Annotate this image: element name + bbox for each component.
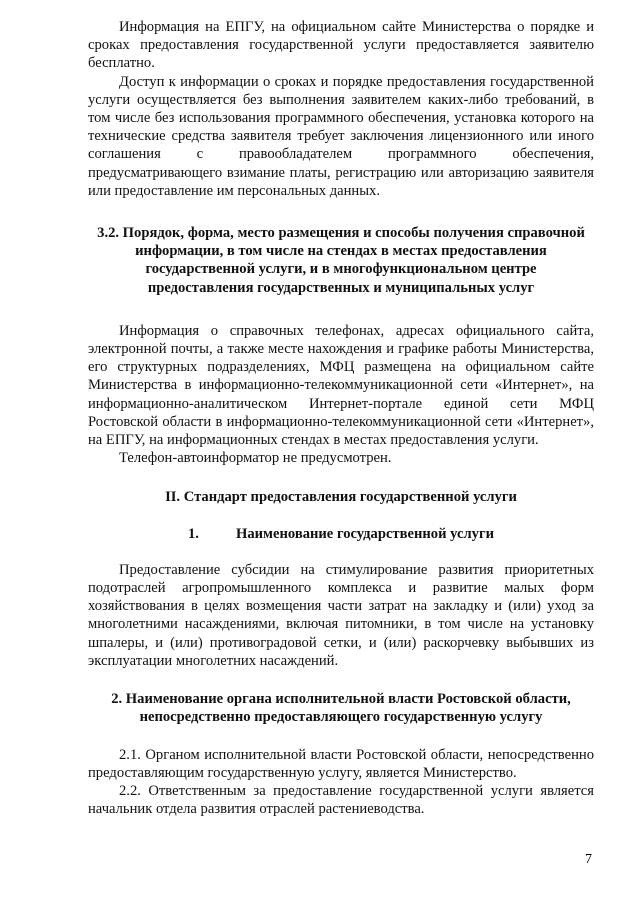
paragraph-epgu-info: Информация на ЕПГУ, на официальном сайте Министерства о порядке и сроках предоставления государственной услуги предоставляется заявителю бесплатно. bbox=[88, 19, 594, 72]
part-ii-heading: II. Стандарт предоставления государственной услуги bbox=[165, 489, 517, 506]
section-1-title: Наименование государственной услуги bbox=[236, 525, 494, 542]
paragraph-service-name: Предоставление субсидии на стимулирование развития приоритетных подотраслей агропромышленного комплекса и развитие малых форм хозяйствования в целях возмещения части затрат на закладку и (или) уход за многолетними насаждениями, включая питомники, в том числе на установку шпалеры, и (или) противоградовой сетки, и (или) раскорчевку выбывших из эксплуатации многолетних насаждений. bbox=[88, 561, 594, 669]
section-2-heading: 2. Наименование органа исполнительной власти Ростовской области, непосредственно предоставляющего государственную услугу bbox=[111, 691, 571, 726]
paragraph-contacts-info: Информация о справочных телефонах, адресах официального сайта, электронной почты, а также месте нахождения и графике работы Министерства, его структурных подразделениях, МФЦ размещена на официальном сайте Министерства в информационно-телекоммуникационной сети «Интернет», на информационно-аналитическом Интернет-портале единой сети МФЦ Ростовской области в информационно-телекоммуникационной сети «Интернет», на ЕПГУ, на информационных стендах в местах предоставления услуги. bbox=[88, 322, 594, 449]
section-1-heading bbox=[88, 525, 594, 543]
paragraph-access-info: Доступ к информации о сроках и порядке предоставления государственной услуги осуществляется без выполнения заявителем каких-либо требований, в том числе без использования программного обеспечения, установка которого на технические средства заявителя требует заключения лицензионного или иного соглашения с правообладателем программного обеспечения, предусматривающего взимание платы, регистрацию или авторизацию заявителя или предоставление им персональных данных. bbox=[88, 73, 594, 199]
paragraph-2-1: 2.1. Органом исполнительной власти Ростовской области, непосредственно предоставляющим государственную услугу, является Министерство. bbox=[88, 746, 594, 781]
section-3-2-heading: 3.2. Порядок, форма, место размещения и способы получения справочной информации, в том числе на стендах в местах предоставления государственной услуги, и в многофункциональном центре предоставления государственных и муниципальных услуг bbox=[97, 225, 585, 296]
section-1-number: 1. bbox=[188, 525, 199, 542]
page-number: 7 bbox=[585, 852, 592, 867]
paragraph-autoinformer: Телефон-автоинформатор не предусмотрен. bbox=[119, 450, 392, 467]
paragraph-2-2: 2.2. Ответственным за предоставление государственной услуги является начальник отдела развития отраслей растениеводства. bbox=[88, 782, 594, 818]
